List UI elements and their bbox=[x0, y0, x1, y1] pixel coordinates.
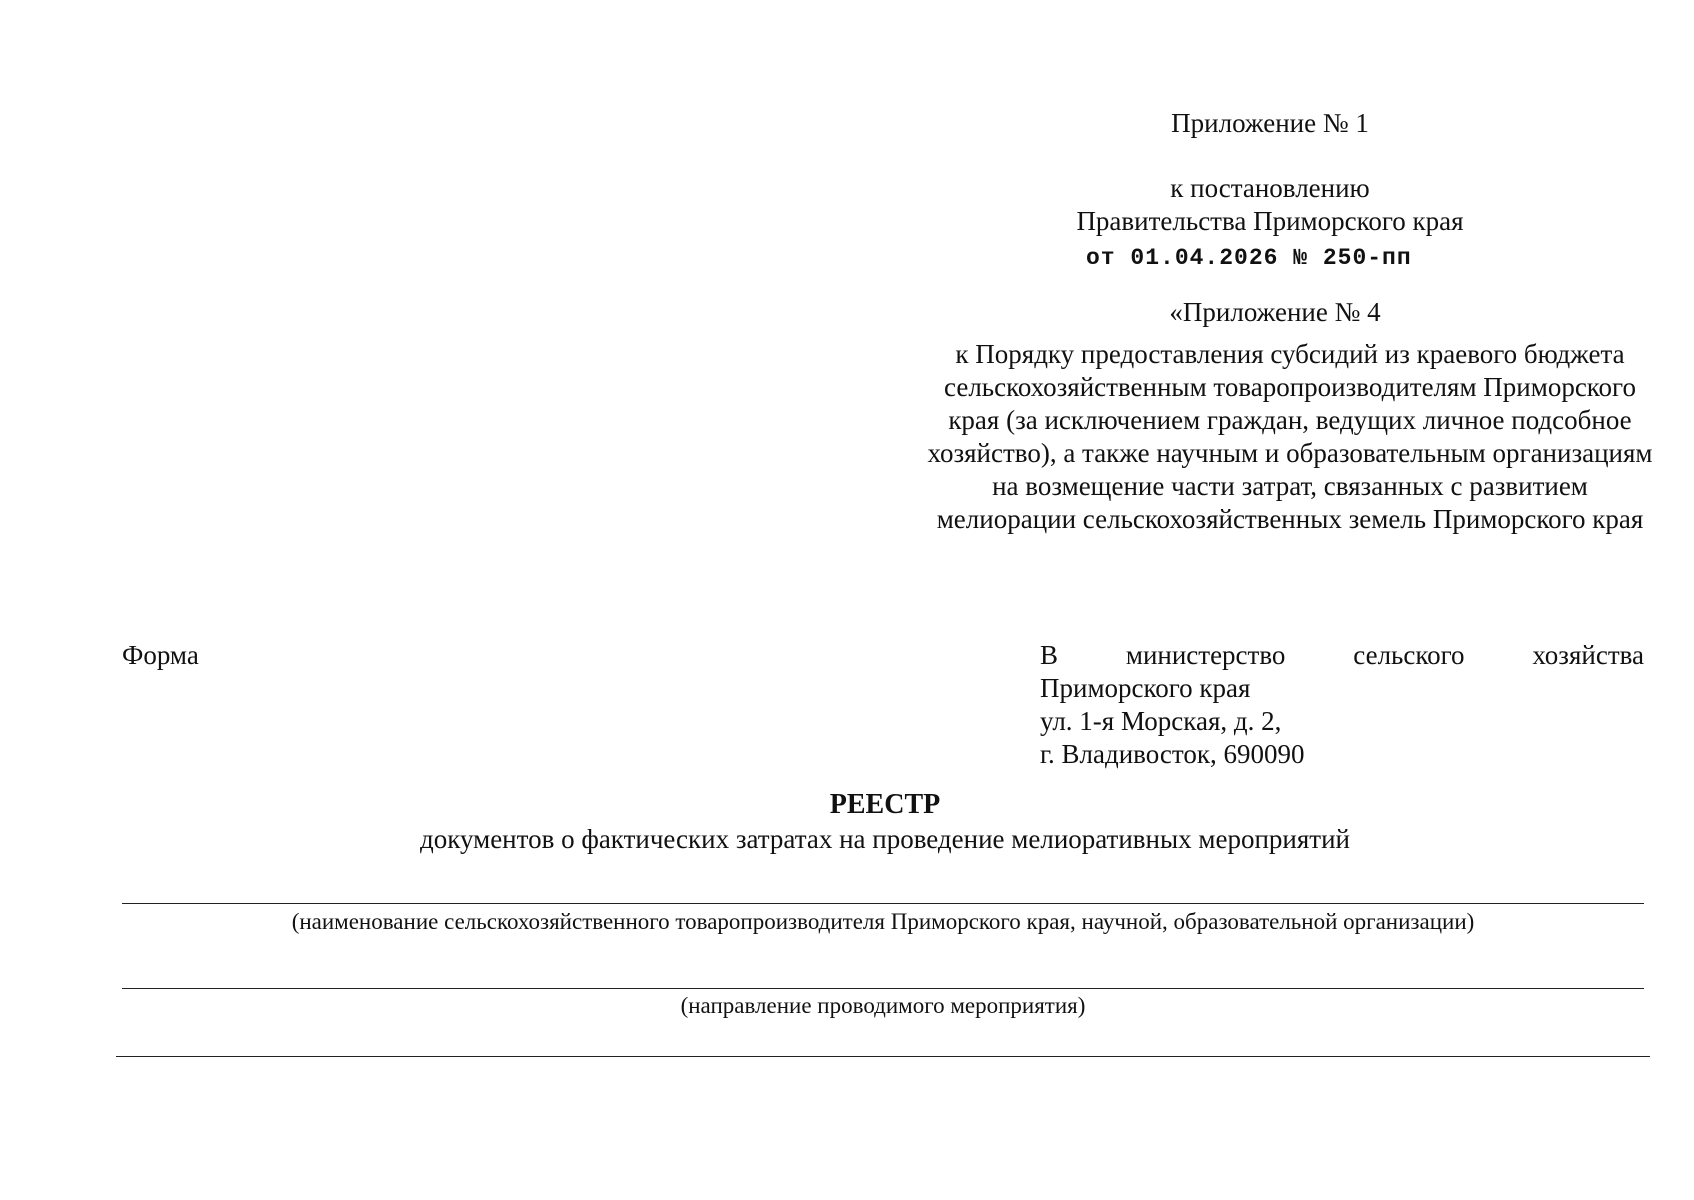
direction-caption: (направление проводимого мероприятия) bbox=[680, 993, 1086, 1018]
addressee-word: министерство bbox=[1125, 640, 1286, 670]
appendix-4-line: на возмещение части затрат, связанных с развитием bbox=[992, 471, 1588, 501]
appendix-4-line: к Порядку предоставления субсидий из краевого бюджета bbox=[955, 339, 1625, 369]
direction-line[interactable] bbox=[122, 988, 1644, 989]
appendix-4-line: хозяйство), а также научным и образовательным организациям bbox=[927, 438, 1653, 468]
addressee-word: В bbox=[1040, 640, 1059, 670]
resolution-date-number: от 01.04.2026 № 250-пп bbox=[1086, 245, 1412, 271]
appendix-4-line: мелиорации сельскохозяйственных земель Приморского края bbox=[936, 504, 1644, 534]
appendix-4-line: сельскохозяйственным товаропроизводителям Приморского bbox=[944, 372, 1636, 402]
appendix-4-line: края (за исключением граждан, ведущих личное подсобное bbox=[948, 405, 1632, 435]
registry-title: РЕЕСТР bbox=[829, 789, 941, 820]
addressee-line-4: г. Владивосток, 690090 bbox=[1040, 739, 1305, 769]
addressee-line-3: ул. 1-я Морская, д. 2, bbox=[1040, 706, 1282, 736]
bottom-line bbox=[116, 1056, 1650, 1057]
government-label: Правительства Приморского края bbox=[1076, 206, 1464, 236]
appendix-4-description bbox=[880, 338, 1694, 536]
appendix-4-title: «Приложение № 4 bbox=[1169, 297, 1381, 327]
addressee-word: сельского bbox=[1353, 640, 1465, 670]
producer-name-line[interactable] bbox=[122, 903, 1644, 904]
addressee-line-1 bbox=[1040, 639, 1644, 672]
to-resolution-label: к постановлению bbox=[1170, 173, 1370, 203]
registry-subtitle: документов о фактических затратах на проведение мелиоративных мероприятий bbox=[420, 824, 1350, 854]
addressee-line-2: Приморского края bbox=[1040, 673, 1251, 703]
addressee-word: хозяйства bbox=[1532, 640, 1644, 670]
producer-name-caption: (наименование сельскохозяйственного товаропроизводителя Приморского края, научной, образовательной организации) bbox=[291, 909, 1475, 934]
form-label: Форма bbox=[122, 640, 199, 670]
appendix-1-label: Приложение № 1 bbox=[1171, 108, 1369, 138]
